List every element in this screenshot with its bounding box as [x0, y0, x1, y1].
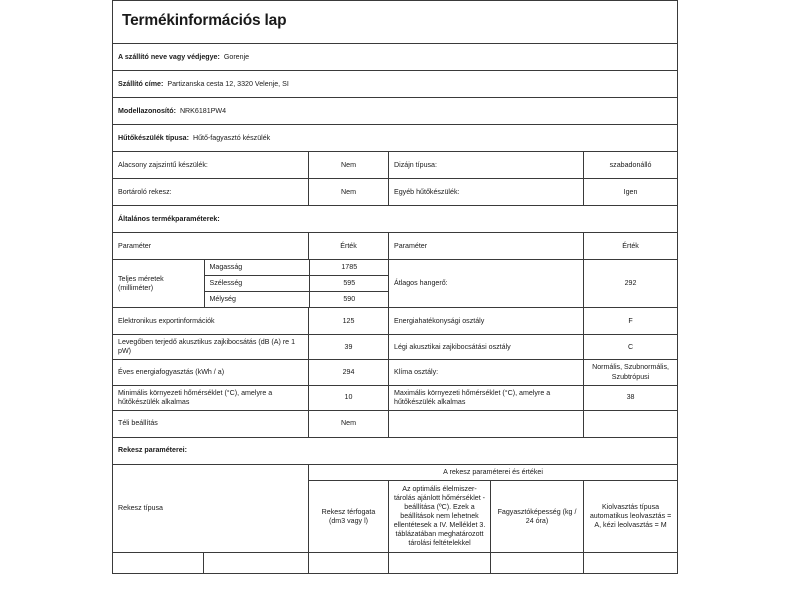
- dimension-name: Mélység: [204, 292, 309, 308]
- general-row: [113, 360, 678, 385]
- low-noise-row: [113, 152, 678, 179]
- dimensions-label: Teljes méretek (milliméter): [113, 260, 204, 307]
- col-compartment-defrost-type: Kiolvasztás típusa automatikus leolvasztás = A, kézi leolvasztás = M: [584, 480, 678, 553]
- supplier-address-value: Partizanska cesta 12, 3320 Velenje, SI: [167, 79, 289, 88]
- appliance-type-row: [113, 125, 678, 152]
- model-label: Modellazonosító:: [118, 106, 176, 115]
- col-param-left: Paraméter: [113, 233, 309, 260]
- general-row: [113, 410, 678, 437]
- wine-storage-label: Bortároló rekesz:: [113, 179, 309, 206]
- dimension-name: Magasság: [204, 260, 309, 276]
- compartment-defrost-type-cell: [584, 553, 678, 574]
- low-noise-label: Alacsony zajszintű készülék:: [113, 152, 309, 179]
- supplier-address-label: Szállító címe:: [118, 79, 164, 88]
- col-compartment-temperature: Az optimális élelmiszer-tárolás ajánlott hőmérséklet -beállítása (ºC). Ezek a beállítások nem lehetnek ellentétesek a IV. Melléklet 3. táblázatában meghatározott tárolási feltételekkel: [389, 480, 491, 553]
- compartment-temperature-cell: [389, 553, 491, 574]
- average-volume-value: 292: [584, 260, 678, 308]
- title-cell: [113, 1, 678, 44]
- param-label-left: Éves energiafogyasztás (kWh / a): [113, 360, 309, 385]
- param-label-left: Levegőben terjedő akusztikus zajkibocsátás (dB (A) re 1 pW): [113, 335, 309, 360]
- appliance-type-label: Hűtőkészülék típusa:: [118, 133, 189, 142]
- average-volume-label: Átlagos hangerő:: [389, 260, 584, 308]
- dimensions-row: [113, 260, 678, 308]
- title-row: [113, 1, 678, 44]
- param-value-right: 38: [584, 385, 678, 410]
- compartment-volume-cell: [309, 553, 389, 574]
- compartment-subtype-cell: [204, 553, 309, 574]
- param-value-right: Normális, Szubnormális, Szubtrópusi: [584, 360, 678, 385]
- param-value-left: Nem: [309, 410, 389, 437]
- compartment-section-title: Rekesz paraméterei:: [113, 437, 678, 464]
- param-value-left: 294: [309, 360, 389, 385]
- low-noise-value: Nem: [309, 152, 389, 179]
- design-type-label: Dizájn típusa:: [389, 152, 584, 179]
- supplier-address-cell: [113, 71, 678, 98]
- general-row: [113, 308, 678, 335]
- dimensions-block: [113, 260, 389, 308]
- supplier-name-cell: [113, 44, 678, 71]
- dimension-row: [113, 260, 389, 276]
- param-label-right: [389, 410, 584, 437]
- col-value-right: Érték: [584, 233, 678, 260]
- param-label-right: Maximális környezeti hőmérséklet (°C), amelyre a hűtőkészülék alkalmas: [389, 385, 584, 410]
- other-fridge-value: Igen: [584, 179, 678, 206]
- param-value-left: 10: [309, 385, 389, 410]
- dimension-name: Szélesség: [204, 276, 309, 292]
- general-row: [113, 385, 678, 410]
- param-label-right: Energiahatékonysági osztály: [389, 308, 584, 335]
- param-label-right: Légi akusztikai zajkibocsátási osztály: [389, 335, 584, 360]
- general-section-header-row: [113, 206, 678, 233]
- param-value-right: F: [584, 308, 678, 335]
- general-column-header-row: [113, 233, 678, 260]
- col-compartment-volume: Rekesz térfogata (dm3 vagy l): [309, 480, 389, 553]
- dimension-value: 1785: [309, 260, 389, 276]
- compartment-type-cell: [113, 553, 204, 574]
- col-compartment-freezing-capacity: Fagyasztóképesség (kg / 24 óra): [491, 480, 584, 553]
- col-compartment-type: Rekesz típusa: [113, 464, 309, 553]
- compartment-freezing-capacity-cell: [491, 553, 584, 574]
- appliance-type-value: Hűtő-fagyasztó készülék: [192, 133, 271, 142]
- wine-storage-value: Nem: [309, 179, 389, 206]
- other-fridge-label: Egyéb hűtőkészülék:: [389, 179, 584, 206]
- dimension-value: 595: [309, 276, 389, 292]
- param-value-left: 125: [309, 308, 389, 335]
- model-value: NRK6181PW4: [179, 106, 227, 115]
- wine-storage-row: [113, 179, 678, 206]
- col-value-left: Érték: [309, 233, 389, 260]
- general-section-title: Általános termékparaméterek:: [113, 206, 678, 233]
- model-row: [113, 98, 678, 125]
- appliance-type-cell: [113, 125, 678, 152]
- param-label-left: Elektronikus exportinformációk: [113, 308, 309, 335]
- param-label-left: Minimális környezeti hőmérséklet (°C), amelyre a hűtőkészülék alkalmas: [113, 385, 309, 410]
- supplier-address-row: [113, 71, 678, 98]
- fiche-table: [112, 0, 678, 574]
- supplier-name-label: A szállító neve vagy védjegye:: [118, 52, 220, 61]
- col-param-right: Paraméter: [389, 233, 584, 260]
- design-type-value: szabadonálló: [584, 152, 678, 179]
- supplier-name-value: Gorenje: [223, 52, 250, 61]
- model-cell: [113, 98, 678, 125]
- compartment-data-row: [113, 553, 678, 574]
- compartment-group-header: A rekesz paraméterei és értékei: [309, 464, 678, 480]
- compartment-section-header-row: [113, 437, 678, 464]
- dimensions-table: [113, 260, 389, 307]
- dimension-value: 590: [309, 292, 389, 308]
- page-title: Termékinformációs lap: [122, 12, 287, 29]
- general-row: [113, 335, 678, 360]
- param-label-right: Klíma osztály:: [389, 360, 584, 385]
- param-value-right: [584, 410, 678, 437]
- supplier-name-row: [113, 44, 678, 71]
- param-value-right: C: [584, 335, 678, 360]
- param-value-left: 39: [309, 335, 389, 360]
- param-label-left: Téli beállítás: [113, 410, 309, 437]
- compartment-group-header-row: [113, 464, 678, 480]
- product-information-sheet: [112, 0, 677, 574]
